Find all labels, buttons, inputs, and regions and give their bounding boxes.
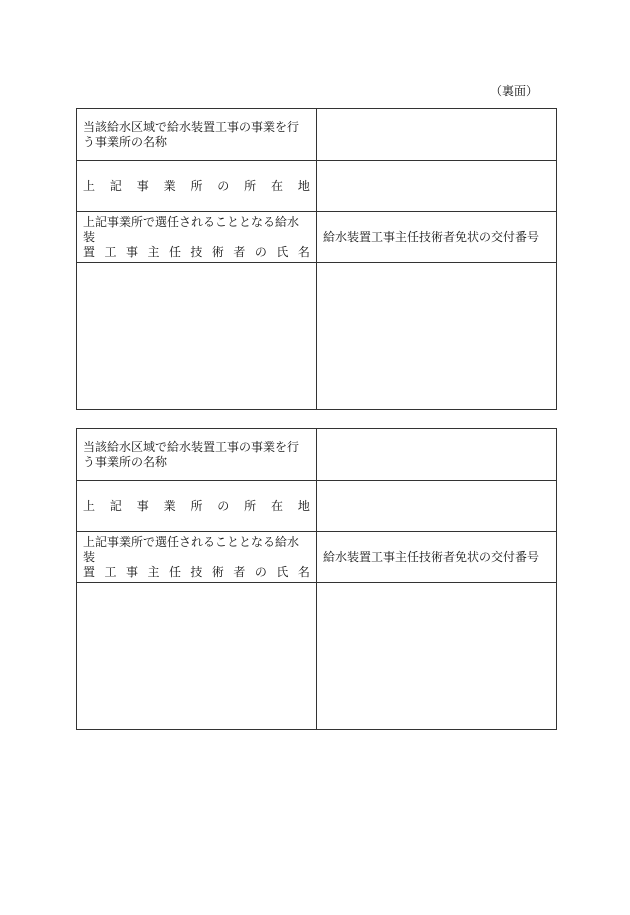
- office-address-row: [77, 481, 557, 532]
- label-char: 記: [109, 498, 122, 513]
- label-char: 主: [147, 564, 160, 579]
- label-char: 任: [168, 564, 181, 579]
- office-name-row: [77, 429, 557, 481]
- office-name-value-cell[interactable]: [317, 109, 557, 161]
- label-char: の: [254, 244, 267, 259]
- label-char: の: [254, 564, 267, 579]
- registration-form-table-2: [76, 428, 557, 730]
- chief-engineer-name-label: [77, 532, 317, 583]
- label-char: 技: [190, 564, 203, 579]
- label-char: 氏: [276, 564, 289, 579]
- label-char: 所: [244, 498, 257, 513]
- chief-engineer-name-value-cell[interactable]: [77, 583, 317, 730]
- office-address-label: [77, 161, 317, 212]
- chief-engineer-name-label: [77, 212, 317, 263]
- label-char: 所: [190, 178, 203, 193]
- office-name-value-cell[interactable]: [317, 429, 557, 481]
- chief-engineer-label-line2: [83, 565, 310, 580]
- label-char: 者: [233, 564, 246, 579]
- chief-engineer-label-line2: [83, 245, 310, 260]
- label-char: 名: [297, 244, 310, 259]
- chief-engineer-label-line1: 上記事業所で選任されることとなる給水装: [83, 534, 300, 564]
- chief-engineer-header-row: [77, 532, 557, 583]
- label-char: 地: [297, 178, 310, 193]
- label-char: 事: [125, 244, 138, 259]
- label-char: 上: [83, 498, 96, 513]
- license-number-value-cell[interactable]: [317, 263, 557, 410]
- label-char: 在: [271, 498, 284, 513]
- office-address-value-cell[interactable]: [317, 481, 557, 532]
- label-char: 事: [125, 564, 138, 579]
- label-char: 者: [233, 244, 246, 259]
- label-char: 記: [109, 178, 122, 193]
- label-char: 業: [163, 178, 176, 193]
- label-char: 置: [83, 244, 96, 259]
- office-address-value-cell[interactable]: [317, 161, 557, 212]
- label-char: 工: [104, 564, 117, 579]
- chief-engineer-entry-row: [77, 583, 557, 730]
- page-side-label: （裏面）: [489, 84, 538, 98]
- license-number-label: 給水装置工事主任技術者免状の交付番号: [317, 532, 557, 583]
- label-char: の: [217, 178, 230, 193]
- label-char: 所: [244, 178, 257, 193]
- chief-engineer-header-row: [77, 212, 557, 263]
- registration-form-table-1: [76, 108, 557, 410]
- license-number-value-cell[interactable]: [317, 583, 557, 730]
- label-char: 任: [168, 244, 181, 259]
- label-char: 事: [136, 178, 149, 193]
- chief-engineer-label-line1: 上記事業所で選任されることとなる給水装: [83, 214, 300, 244]
- office-address-row: [77, 161, 557, 212]
- chief-engineer-name-value-cell[interactable]: [77, 263, 317, 410]
- label-char: 氏: [276, 244, 289, 259]
- label-char: 名: [297, 564, 310, 579]
- chief-engineer-entry-row: [77, 263, 557, 410]
- label-char: 置: [83, 564, 96, 579]
- license-number-label: 給水装置工事主任技術者免状の交付番号: [317, 212, 557, 263]
- label-char: 業: [163, 498, 176, 513]
- label-char: 技: [190, 244, 203, 259]
- label-char: 地: [297, 498, 310, 513]
- label-char: 術: [211, 244, 224, 259]
- label-char: 工: [104, 244, 117, 259]
- office-name-label: 当該給水区域で給水装置工事の事業を行う事業所の名称: [77, 109, 317, 161]
- office-name-row: [77, 109, 557, 161]
- label-char: 主: [147, 244, 160, 259]
- label-char: の: [217, 498, 230, 513]
- office-address-label: [77, 481, 317, 532]
- label-char: 事: [136, 498, 149, 513]
- office-name-label: 当該給水区域で給水装置工事の事業を行う事業所の名称: [77, 429, 317, 481]
- label-char: 在: [271, 178, 284, 193]
- label-char: 術: [211, 564, 224, 579]
- label-char: 上: [83, 178, 96, 193]
- label-char: 所: [190, 498, 203, 513]
